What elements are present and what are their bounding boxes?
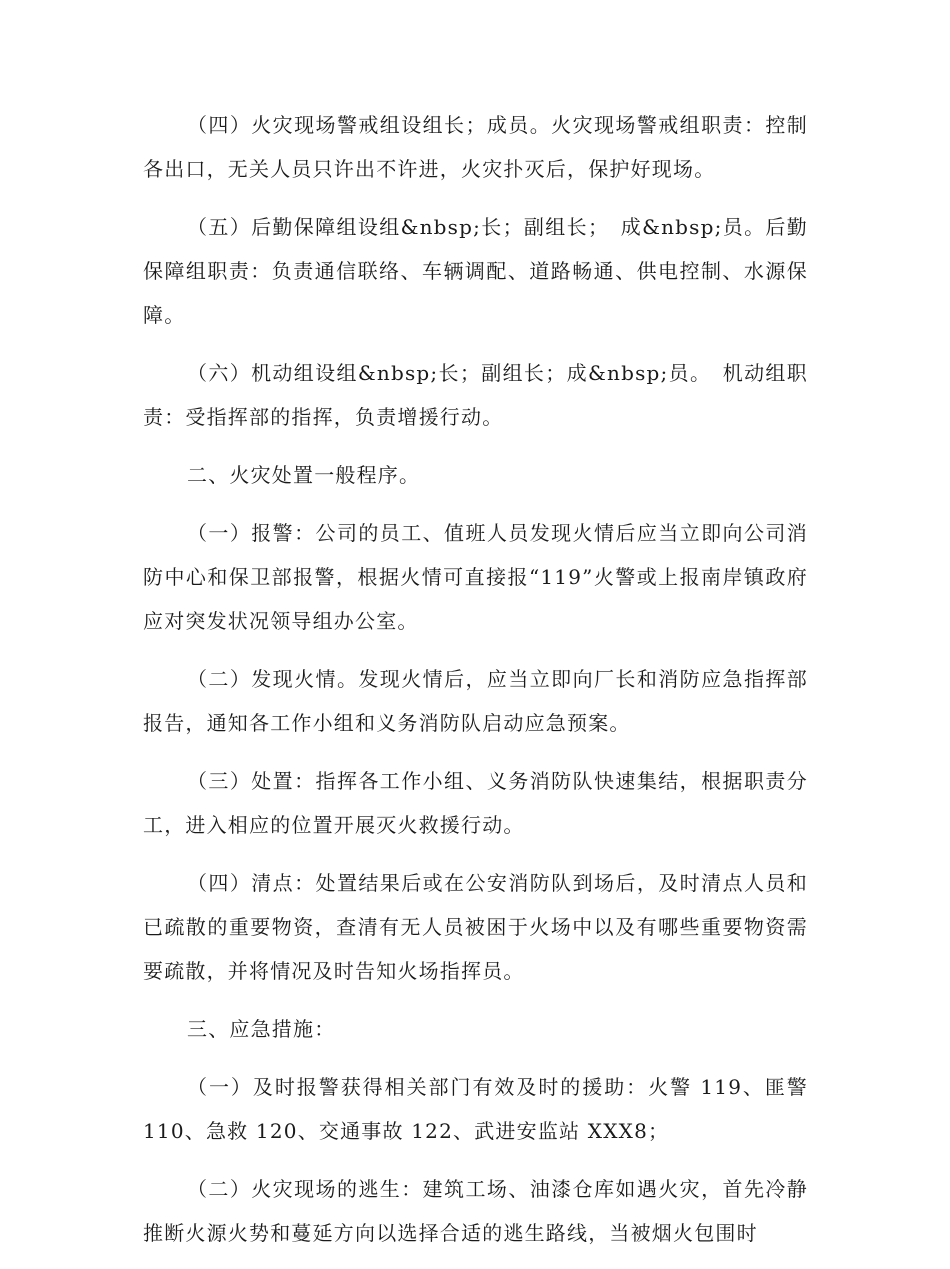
document-page [143, 103, 808, 1269]
paragraph-alert-group: （四）火灾现场警戒组设组长；成员。火灾现场警戒组职责：控制各出口，无关人员只许出不许进，火灾扑灭后，保护好现场。 [143, 113, 808, 181]
section-heading-measures: 三、应急措施： [187, 1017, 336, 1041]
paragraph-handling: （三）处置：指挥各工作小组、义务消防队快速集结，根据职责分工，进入相应的位置开展灭火救援行动。 [143, 769, 808, 837]
paragraph-discover-fire: （二）发现火情。发现火情后，应当立即向厂长和消防应急指挥部报告，通知各工作小组和义务消防队启动应急预案。 [143, 667, 808, 735]
paragraph-alarm: （一）报警：公司的员工、值班人员发现火情后应当立即向公司消防中心和保卫部报警，根据火情可直接报“119”火警或上报南岸镇政府应对突发状况领导组办公室。 [143, 521, 808, 633]
paragraph-inventory: （四）清点：处置结果后或在公安消防队到场后，及时清点人员和已疏散的重要物资，查清有无人员被困于火场中以及有哪些重要物资需要疏散，并将情况及时告知火场指挥员。 [143, 871, 808, 983]
paragraph-report-help: （一）及时报警获得相关部门有效及时的援助：火警 119、匪警 110、急救 120、交通事故 122、武进安监站 XXX8； [143, 1075, 808, 1143]
paragraph-logistics-group: （五）后勤保障组设组&nbsp;长；副组长； 成&nbsp;员。后勤保障组职责：负责通信联络、车辆调配、道路畅通、供电控制、水源保障。 [143, 215, 808, 327]
section-heading-procedure: 二、火灾处置一般程序。 [187, 463, 421, 487]
paragraph-escape: （二）火灾现场的逃生：建筑工场、油漆仓库如遇火灾，首先冷静推断火源火势和蔓延方向以选择合适的逃生路线，当被烟火包围时 [143, 1177, 808, 1245]
paragraph-mobile-group: （六）机动组设组&nbsp;长；副组长；成&nbsp;员。 机动组职责：受指挥部的指挥，负责增援行动。 [143, 361, 808, 429]
